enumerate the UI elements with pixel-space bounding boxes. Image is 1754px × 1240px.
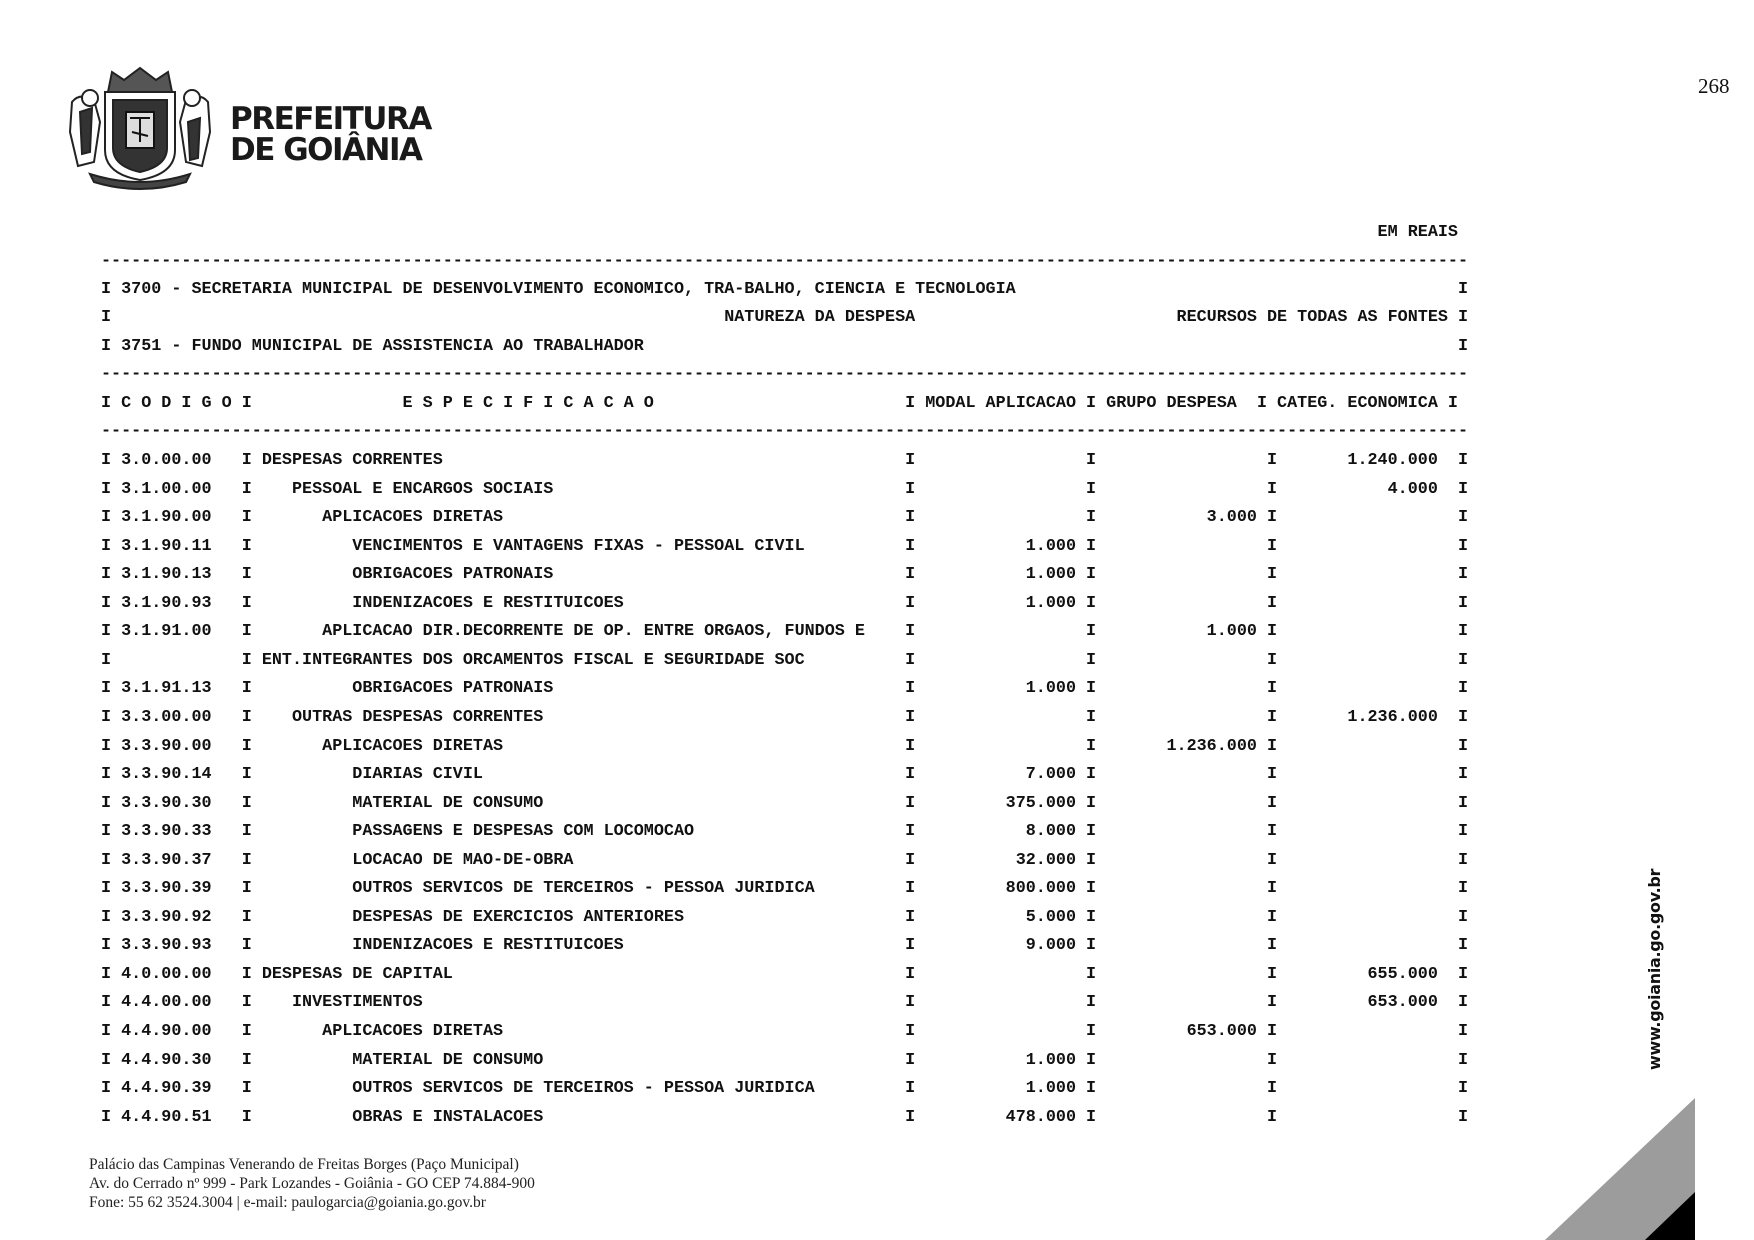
table-row: I 4.4.90.39 I OUTROS SERVICOS DE TERCEIROS - PESSOA JURIDICA I 1.000 I I I	[101, 1079, 1469, 1099]
table-row: I 3.1.90.11 I VENCIMENTOS E VANTAGENS FIXAS - PESSOAL CIVIL I 1.000 I I I	[101, 536, 1469, 556]
brand-line-1: PREFEITURA	[230, 101, 431, 137]
brand-line-2: DE GOIÂNIA	[230, 132, 422, 168]
table-row: I 4.4.90.30 I MATERIAL DE CONSUMO I 1.000 I I I	[101, 1050, 1469, 1070]
table-row: I 4.4.90.51 I OBRAS E INSTALACOES I 478.000 I I I	[101, 1107, 1469, 1127]
unidade-line: I 3751 - FUNDO MUNICIPAL DE ASSISTENCIA AO TRABALHADOR I	[101, 337, 1469, 356]
footer-line-3: Fone: 55 62 3524.3004 | e-mail: paulogarcia@goiania.go.gov.br	[89, 1194, 486, 1211]
table-row: I 3.3.90.00 I APLICACOES DIRETAS I I 1.236.000 I I	[101, 736, 1469, 756]
table-row: I 3.3.90.93 I INDENIZACOES E RESTITUICOES I 9.000 I I I	[101, 936, 1469, 956]
table-row: I 3.3.90.14 I DIARIAS CIVIL I 7.000 I I I	[101, 765, 1469, 785]
footer-line-1: Palácio das Campinas Venerando de Freitas Borges (Paço Municipal)	[89, 1156, 519, 1173]
table-row: I 4.4.00.00 I INVESTIMENTOS I I I 653.000 I	[101, 993, 1469, 1013]
table-row: I 3.0.00.00 I DESPESAS CORRENTES I I I 1.240.000 I	[101, 451, 1469, 470]
brand-name	[230, 101, 431, 168]
table-row: I 4.4.90.00 I APLICACOES DIRETAS I I 653.000 I I	[101, 1022, 1469, 1041]
table-row: I 3.1.90.93 I INDENIZACOES E RESTITUICOES I 1.000 I I I	[101, 593, 1469, 613]
table-row: I 3.1.91.00 I APLICACAO DIR.DECORRENTE DE OP. ENTRE ORGAOS, FUNDOS E I I 1.000 I I	[101, 622, 1469, 642]
table-row: I 3.3.90.33 I PASSAGENS E DESPESAS COM LOCOMOCAO I 8.000 I I I	[101, 822, 1469, 842]
page-number: 268	[1698, 74, 1730, 98]
table-row: I 3.3.90.39 I OUTROS SERVICOS DE TERCEIROS - PESSOA JURIDICA I 800.000 I I I	[101, 879, 1469, 899]
coat-of-arms-icon	[60, 62, 220, 192]
footer-address	[89, 1155, 535, 1212]
table-row: I 3.1.91.13 I OBRIGACOES PATRONAIS I 1.000 I I I	[101, 679, 1469, 699]
column-header-row: I C O D I G O I E S P E C I F I C A C A O I MODAL APLICACAO I GRUPO DESPESA I CATEG. ECONOMICA I	[101, 394, 1469, 413]
table-row: I 3.1.90.13 I OBRIGACOES PATRONAIS I 1.000 I I I	[101, 565, 1469, 585]
natureza-line: I NATUREZA DA DESPESA RECURSOS DE TODAS AS FONTES I	[101, 308, 1469, 327]
table-row: I 3.1.90.00 I APLICACOES DIRETAS I I 3.000 I I	[101, 508, 1469, 528]
table-row: I I ENT.INTEGRANTES DOS ORCAMENTOS FISCAL E SEGURIDADE SOC I I I I	[101, 650, 1469, 670]
unit-label: EM REAIS	[101, 223, 1458, 242]
divider: ----------------------------------------------------------------------------------------------------------------------------------------	[101, 365, 1469, 384]
table-row: I 3.3.90.30 I MATERIAL DE CONSUMO I 375.000 I I I	[101, 793, 1469, 813]
table-row: I 3.3.90.37 I LOCACAO DE MAO-DE-OBRA I 32.000 I I I	[101, 850, 1469, 870]
table-row: I 3.3.90.92 I DESPESAS DE EXERCICIOS ANTERIORES I 5.000 I I I	[101, 907, 1469, 927]
divider: ----------------------------------------------------------------------------------------------------------------------------------------	[101, 422, 1469, 441]
table-row: I 3.1.00.00 I PESSOAL E ENCARGOS SOCIAIS I I I 4.000 I	[101, 479, 1469, 499]
table-row: I 3.3.00.00 I OUTRAS DESPESAS CORRENTES I I I 1.236.000 I	[101, 707, 1469, 727]
corner-triangle-icon	[1545, 1098, 1695, 1240]
footer-line-2: Av. do Cerrado nº 999 - Park Lozandes - Goiânia - GO CEP 74.884-900	[89, 1175, 535, 1192]
table-row: I 4.0.00.00 I DESPESAS DE CAPITAL I I I 655.000 I	[101, 964, 1469, 984]
secretaria-line: I 3700 - SECRETARIA MUNICIPAL DE DESENVOLVIMENTO ECONOMICO, TRA-BALHO, CIENCIA E TECNOLOGIA I	[101, 280, 1469, 299]
side-website-url: www.goiania.go.gov.br	[1645, 868, 1664, 1070]
divider: ----------------------------------------------------------------------------------------------------------------------------------------	[101, 252, 1469, 271]
